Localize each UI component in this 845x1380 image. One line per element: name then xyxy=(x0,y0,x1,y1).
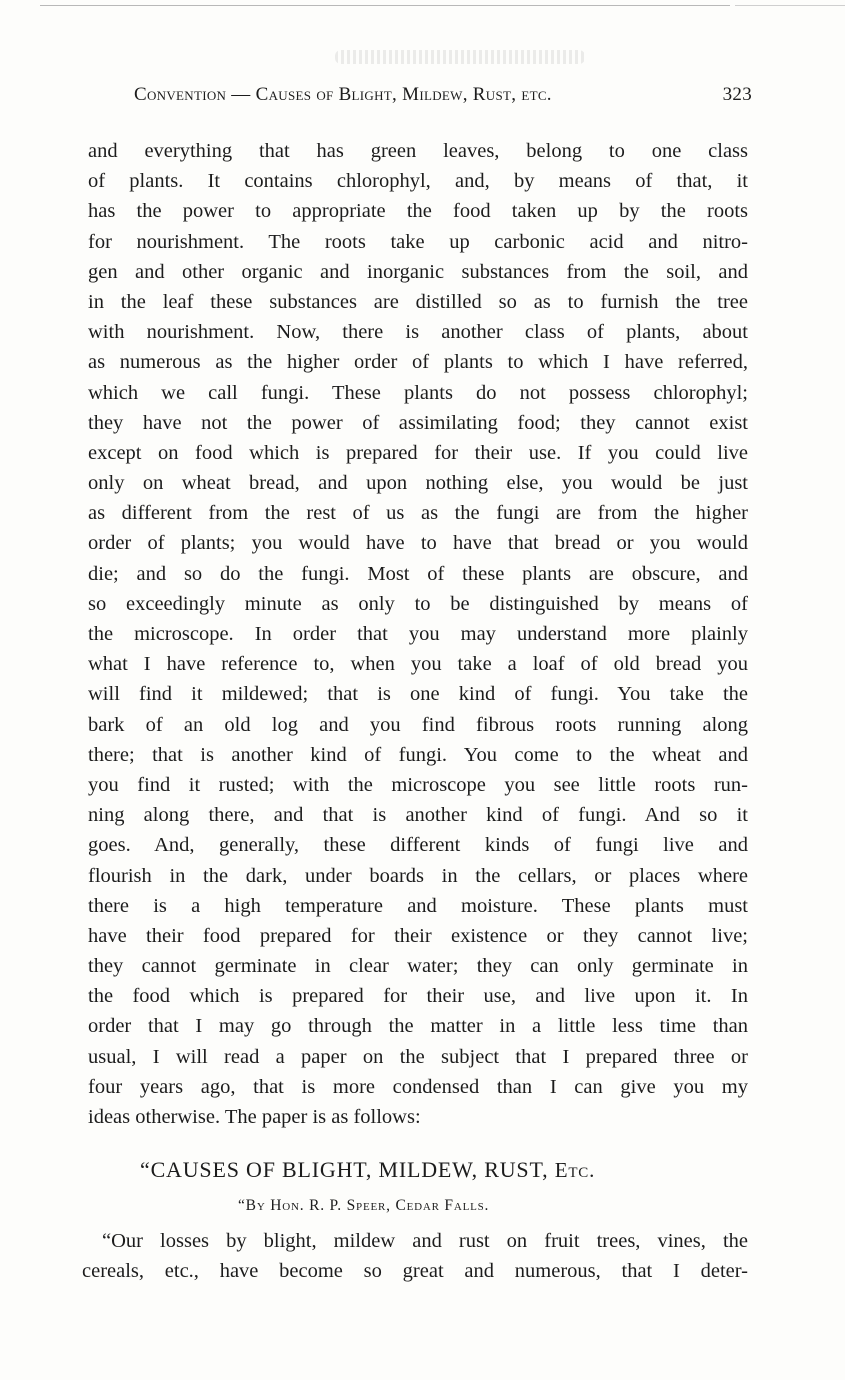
body-text xyxy=(88,136,748,1132)
text-line: only on wheat bread, and upon nothing else, you would be just xyxy=(88,472,748,495)
text-line: usual, I will read a paper on the subject that I prepared three or xyxy=(88,1045,748,1068)
text-line: bark of an old log and you find fibrous roots running along xyxy=(88,713,748,736)
text-line: flourish in the dark, under boards in the cellars, or places where xyxy=(88,864,748,887)
text-line: which we call fungi. These plants do not possess chlorophyl; xyxy=(88,381,748,404)
text-line: there is a high temperature and moisture. These plants must xyxy=(88,894,748,917)
text-line: has the power to appropriate the food taken up by the roots xyxy=(88,200,748,223)
text-line: will find it mildewed; that is one kind of fungi. You take the xyxy=(88,683,748,706)
running-head-title: Convention — Causes of Blight, Mildew, Rust, etc. xyxy=(134,84,552,105)
text-line: four years ago, that is more condensed than I can give you my xyxy=(88,1075,748,1098)
text-line: except on food which is prepared for their use. If you could live xyxy=(88,441,748,464)
text-line: there; that is another kind of fungi. You come to the wheat and xyxy=(88,743,748,766)
text-line: so exceedingly minute as only to be distinguished by means of xyxy=(88,592,748,615)
text-line: order of plants; you would have to have that bread or you would xyxy=(88,532,748,555)
page-number: 323 xyxy=(722,84,752,105)
text-line: they have not the power of assimilating food; they cannot exist xyxy=(88,411,748,434)
page-edge-rule-right xyxy=(735,5,845,6)
text-line: what I have reference to, when you take a loaf of old bread you xyxy=(88,653,748,676)
text-line: in the leaf these substances are distilled so as to furnish the tree xyxy=(88,290,748,313)
text-line: of plants. It contains chlorophyl, and, by means of that, it xyxy=(88,170,748,193)
text-line: die; and so do the fungi. Most of these plants are obscure, and xyxy=(88,562,748,585)
text-line: order that I may go through the matter in a little less time than xyxy=(88,1015,748,1038)
text-line: as different from the rest of us as the fungi are from the higher xyxy=(88,502,748,525)
text-line: have their food prepared for their existence or they cannot live; xyxy=(88,924,748,947)
ink-smudge xyxy=(335,50,585,64)
text-line: the food which is prepared for their use, and live upon it. In xyxy=(88,985,748,1008)
text-line: the microscope. In order that you may understand more plainly xyxy=(88,623,748,645)
text-line: with nourishment. Now, there is another class of plants, about xyxy=(88,321,748,344)
paper-heading-main: “CAUSES OF BLIGHT, MILDEW, RUST, xyxy=(140,1157,549,1182)
text-line: as numerous as the higher order of plants to which I have referred, xyxy=(88,351,748,374)
text-line: cereals, etc., have become so great and numerous, that I deter- xyxy=(82,1260,748,1283)
text-line: for nourishment. The roots take up carbonic acid and nitro- xyxy=(88,230,748,253)
paper-text xyxy=(82,1226,748,1286)
page-edge-rule xyxy=(40,5,730,6)
text-line: they cannot germinate in clear water; they can only germinate in xyxy=(88,955,748,978)
running-head xyxy=(134,80,752,110)
text-line: ning along there, and that is another kind of fungi. And so it xyxy=(88,804,748,827)
text-line: ideas otherwise. The paper is as follows: xyxy=(88,1106,421,1128)
paper-heading-suffix: Etc. xyxy=(554,1158,596,1182)
text-line: gen and other organic and inorganic substances from the soil, and xyxy=(88,260,748,283)
text-line: you find it rusted; with the microscope you see little roots run- xyxy=(88,773,748,796)
text-line: and everything that has green leaves, belong to one class xyxy=(88,140,748,162)
paper-heading xyxy=(140,1154,700,1186)
paper-byline: “By Hon. R. P. Speer, Cedar Falls. xyxy=(238,1197,490,1214)
text-line: goes. And, generally, these different kinds of fungi live and xyxy=(88,834,748,857)
text-line: “Our losses by blight, mildew and rust on fruit trees, vines, the xyxy=(102,1230,748,1252)
